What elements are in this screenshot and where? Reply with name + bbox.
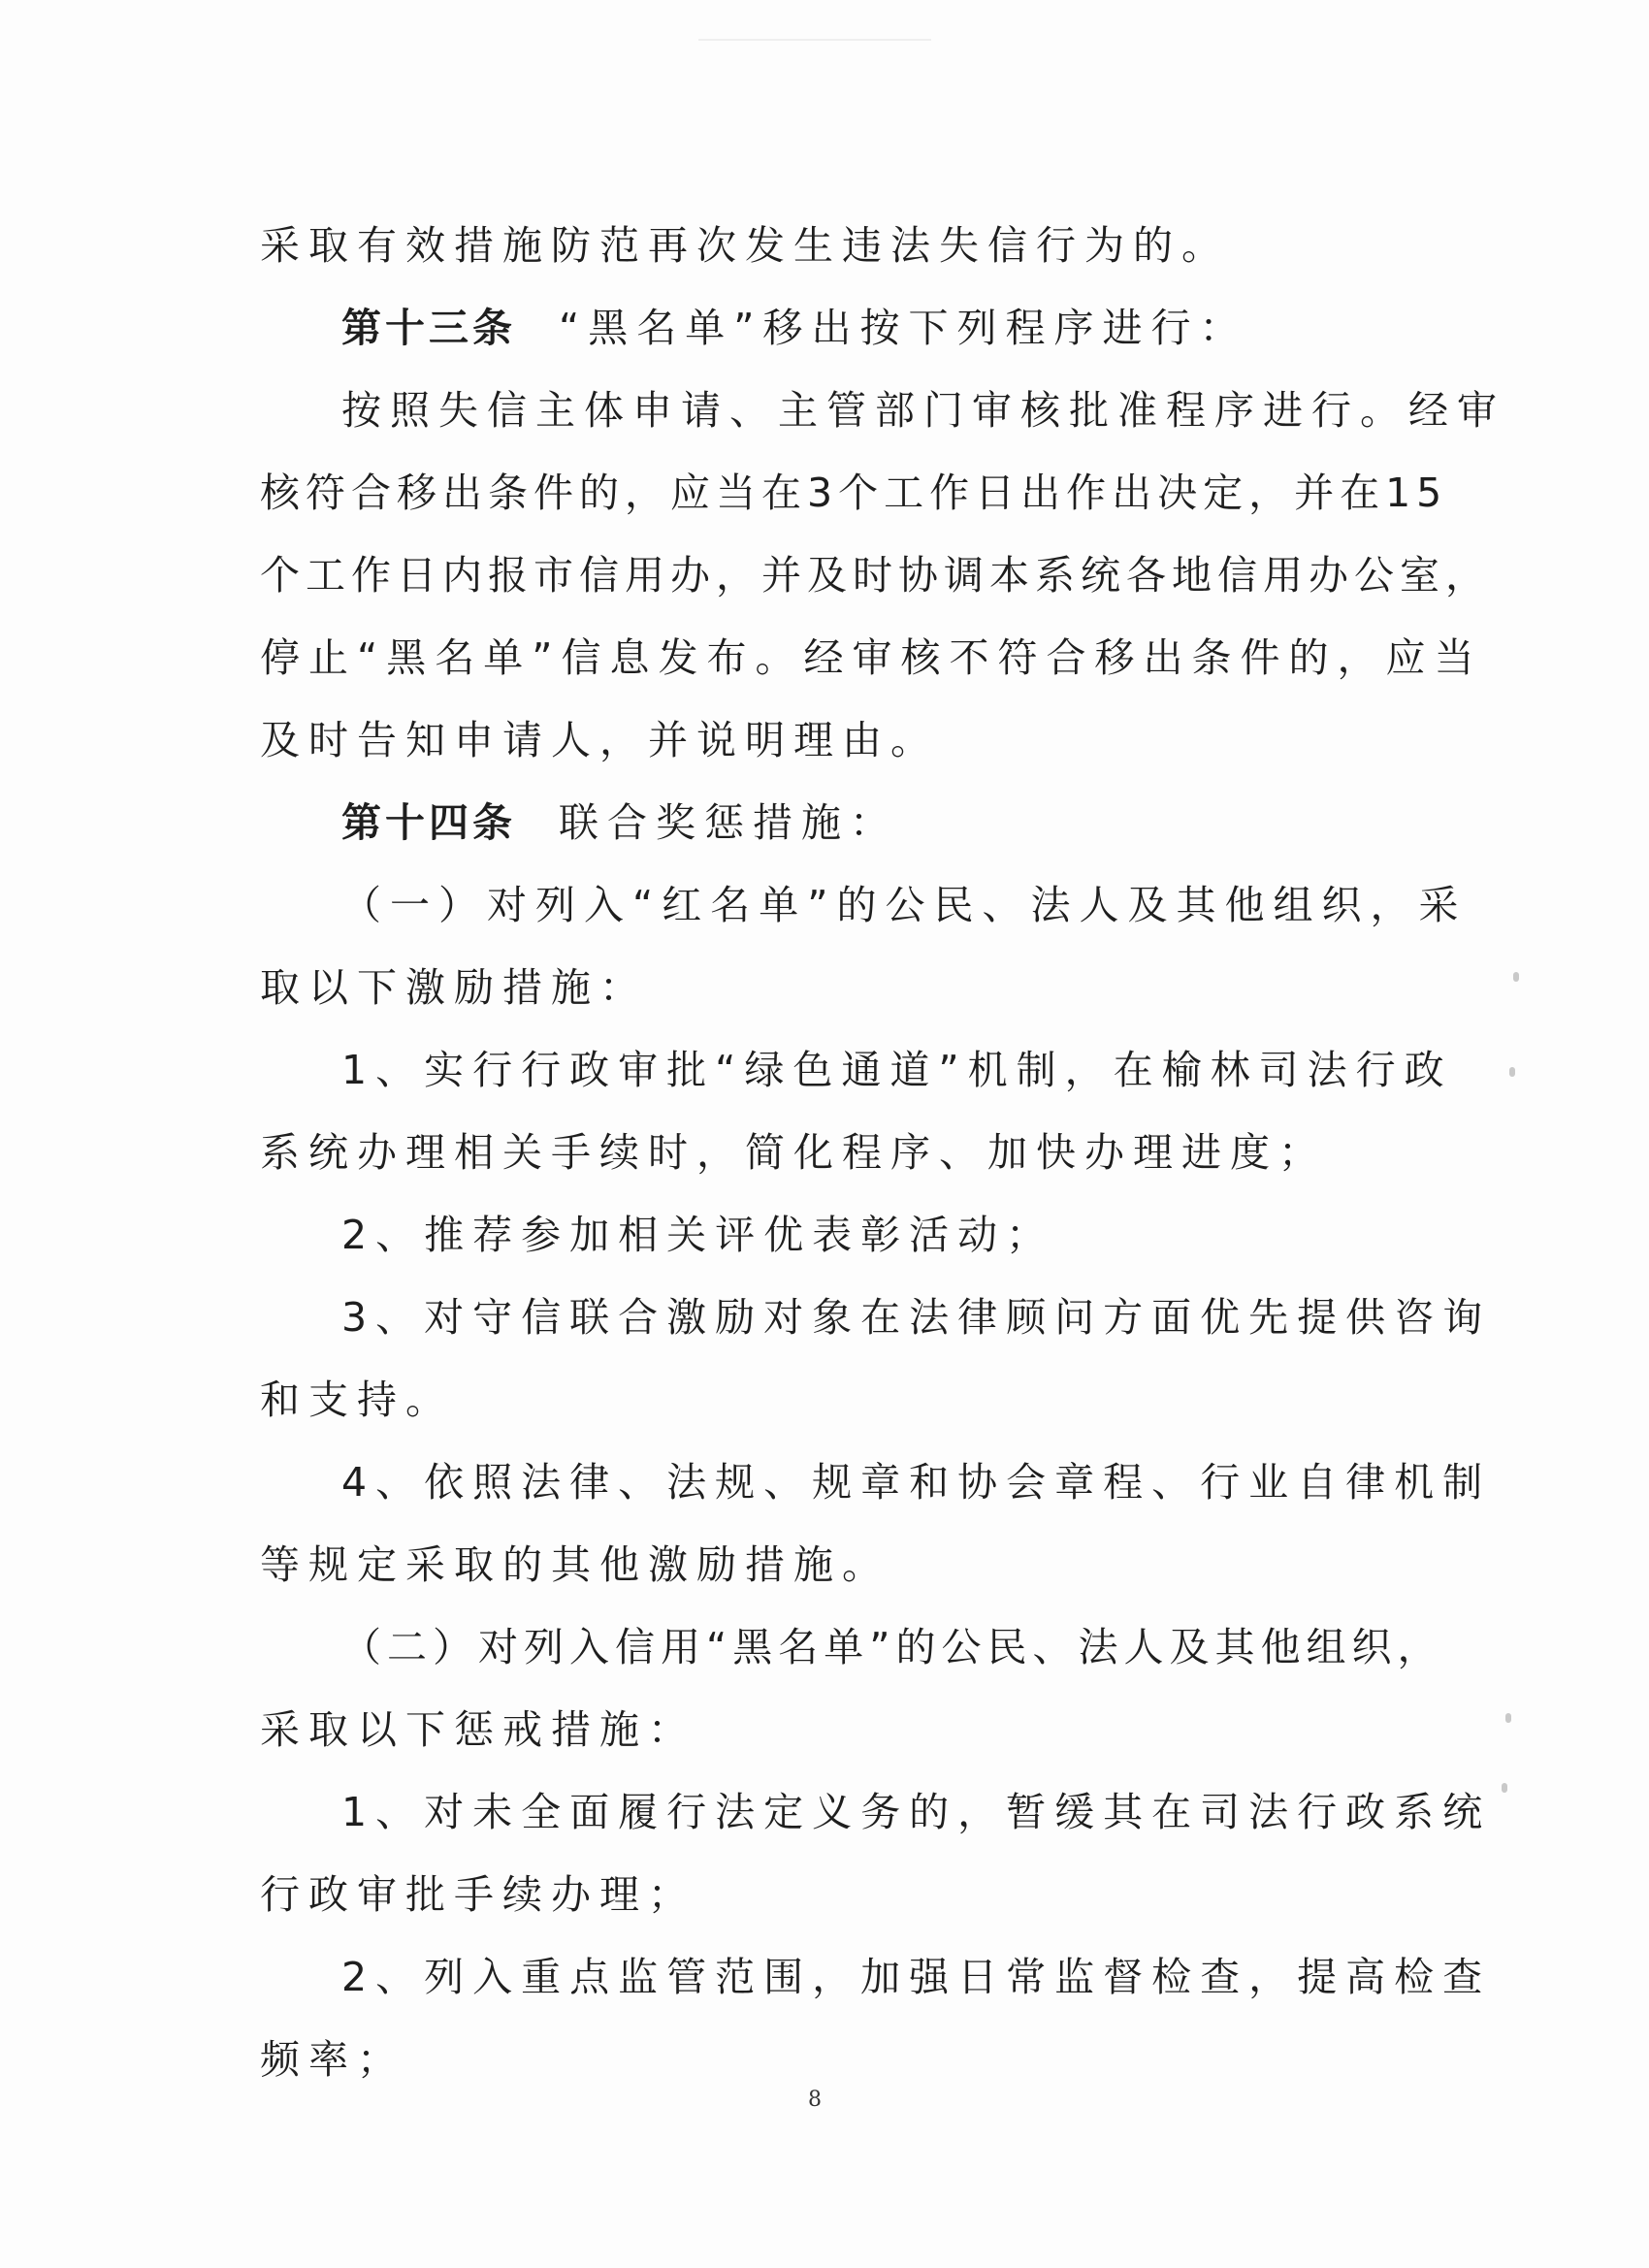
text-line: 采取有效措施防范再次发生违法失信行为的。 xyxy=(260,222,1230,269)
scan-speck xyxy=(1509,1067,1515,1077)
page-number: 8 xyxy=(808,2088,822,2112)
article-13-text: “黑名单”移出按下列程序进行： xyxy=(559,305,1248,351)
text-line: 取以下激励措施： xyxy=(260,964,648,1011)
article-13-line xyxy=(341,299,1486,357)
text-line: 行政审批手续办理； xyxy=(260,1871,696,1918)
text-line: 系统办理相关手续时，简化程序、加快办理进度； xyxy=(260,1129,1327,1176)
text-line: 采取以下惩戒措施： xyxy=(260,1706,696,1753)
text-line: 1、对未全面履行法定义务的，暂缓其在司法行政系统 xyxy=(341,1789,1492,1835)
text-line: 等规定采取的其他激励措施。 xyxy=(260,1541,890,1588)
article-14-heading: 第十四条 xyxy=(341,799,516,846)
text-line: 个工作日内报市信用办，并及时协调本系统各地信用办公室， xyxy=(260,552,1491,599)
text-line: （一）对列入“红名单”的公民、法人及其他组织，采 xyxy=(341,882,1468,928)
text-line: （二）对列入信用“黑名单”的公民、法人及其他组织， xyxy=(341,1624,1443,1670)
scan-speck xyxy=(1513,972,1519,982)
text-line: 停止“黑名单”信息发布。经审核不符合移出条件的，应当 xyxy=(260,634,1483,681)
scan-speck xyxy=(1502,1783,1507,1793)
text-line: 频率； xyxy=(260,2036,405,2083)
text-line: 2、列入重点监管范围，加强日常监督检查，提高检查 xyxy=(341,1954,1492,2000)
text-line: 2、推荐参加相关评优表彰活动； xyxy=(341,1212,1055,1258)
text-line: 和支持。 xyxy=(260,1377,454,1423)
article-14-line xyxy=(341,794,1486,852)
text-line: 1、实行行政审批“绿色通道”机制，在榆林司法行政 xyxy=(341,1047,1453,1093)
text-line: 按照失信主体申请、主管部门审核批准程序进行。经审 xyxy=(341,387,1505,434)
text-line: 及时告知申请人，并说明理由。 xyxy=(260,717,939,763)
text-line: 4、依照法律、法规、规章和协会章程、行业自律机制 xyxy=(341,1459,1492,1506)
scan-artifact xyxy=(698,39,931,41)
article-14-text: 联合奖惩措施： xyxy=(559,799,898,846)
scan-speck xyxy=(1505,1713,1511,1723)
text-line: 3、对守信联合激励对象在法律顾问方面优先提供咨询 xyxy=(341,1294,1492,1341)
article-13-heading: 第十三条 xyxy=(341,305,516,351)
text-line: 核符合移出条件的，应当在3个工作日出作出决定，并在15 xyxy=(260,470,1448,516)
